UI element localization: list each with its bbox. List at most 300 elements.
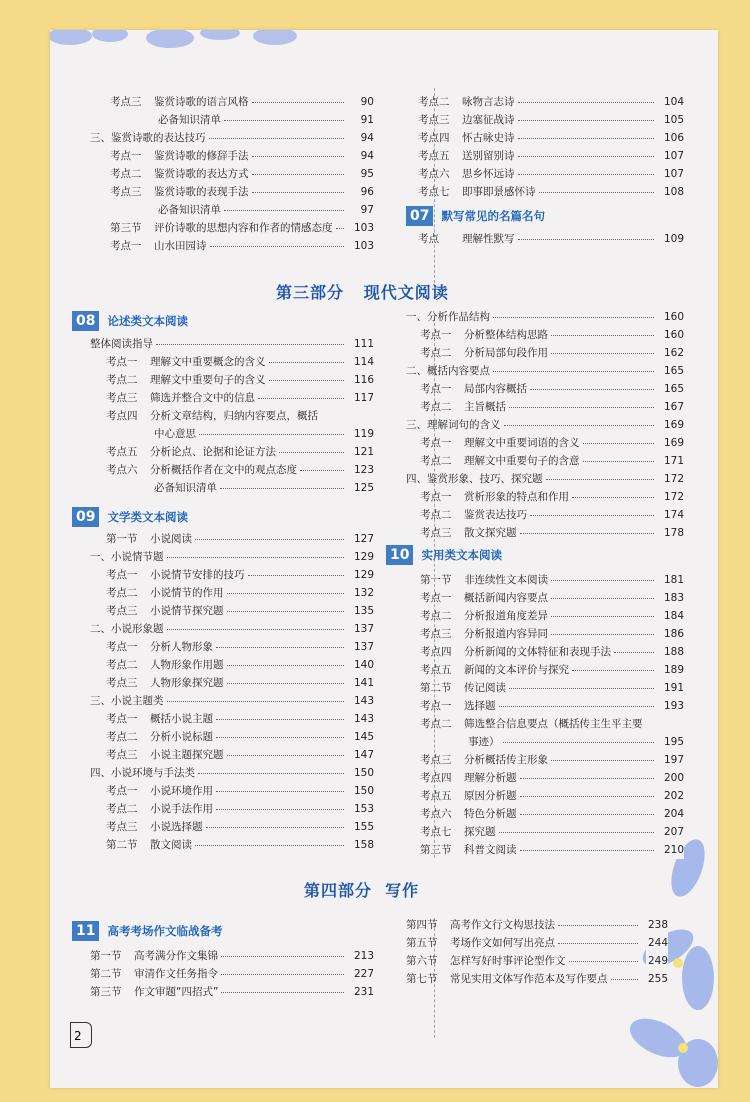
section-number: 09 — [72, 507, 99, 527]
toc-entry-title: 一、分析作品结构 — [406, 311, 490, 323]
toc-entry-page: 114 — [352, 353, 374, 371]
toc-entry-page: 238 — [646, 916, 668, 934]
toc-entry-page: 195 — [662, 733, 684, 751]
toc-entry-label — [106, 782, 213, 800]
leader-dots — [252, 174, 344, 175]
toc-entry-page: 167 — [662, 398, 684, 416]
toc-entry-title: 咏物言志诗 — [462, 96, 515, 108]
toc-entry-title: 小说阅读 — [150, 533, 192, 545]
toc-entry-key: 考点三 — [110, 96, 142, 108]
toc-entry-label — [106, 818, 203, 836]
toc-entry-title: 小说情节的作用 — [150, 587, 224, 599]
toc-entry — [418, 129, 684, 147]
leader-dots — [583, 443, 654, 444]
leader-dots — [206, 827, 344, 828]
toc-entry-title: 分析文章结构，归纳内容要点，概括 — [150, 410, 318, 422]
toc-entry — [90, 965, 374, 983]
toc-entry — [90, 548, 374, 566]
toc-entry — [90, 183, 374, 201]
toc-entry-page: 191 — [662, 679, 684, 697]
leader-dots — [336, 228, 344, 229]
leader-dots — [518, 239, 654, 240]
toc-entry-title: 三、理解词句的含义 — [406, 419, 501, 431]
toc-entry-page: 200 — [662, 769, 684, 787]
toc-entry-page: 165 — [662, 380, 684, 398]
toc-entry-key: 考点 — [418, 233, 439, 245]
toc-entry-label — [420, 607, 548, 625]
toc-entry-key: 考点一 — [420, 437, 452, 449]
toc-entry-label — [418, 165, 515, 183]
toc-entry — [90, 728, 374, 746]
flower-decoration-top — [50, 30, 310, 70]
toc-entry-key: 考点六 — [106, 464, 138, 476]
toc-entry-key: 考点一 — [420, 491, 452, 503]
toc-entry — [406, 823, 684, 841]
toc-entry-label — [110, 237, 207, 255]
section-07-header — [406, 205, 545, 227]
toc-entry-title: 三、小说主题类 — [90, 695, 164, 707]
toc-entry-title: 高考满分作文集锦 — [134, 950, 218, 962]
leader-dots — [572, 497, 654, 498]
toc-entry-title: 筛选整合信息要点（概括传主生平主要 — [464, 718, 643, 730]
leader-dots — [518, 102, 654, 103]
toc-entry-page: 150 — [352, 782, 374, 800]
toc-entry — [90, 111, 374, 129]
toc-entry-title: 考场作文如何写出亮点 — [450, 937, 555, 949]
toc-entry-key: 考点二 — [420, 401, 452, 413]
toc-entry-title: 局部内容概括 — [464, 383, 527, 395]
leader-dots — [558, 925, 638, 926]
toc-entry-page: 231 — [352, 983, 374, 1001]
leader-dots — [493, 317, 654, 318]
toc-entry-label — [154, 425, 196, 443]
toc-entry — [406, 308, 684, 326]
toc-entry-key: 考点三 — [106, 605, 138, 617]
leader-dots — [252, 192, 344, 193]
toc-entry-page: 169 — [662, 416, 684, 434]
toc-entry — [406, 607, 684, 625]
toc-entry — [406, 380, 684, 398]
toc-entry — [418, 165, 684, 183]
toc-entry-key: 考点五 — [106, 446, 138, 458]
leader-dots — [551, 335, 654, 336]
toc-entry — [90, 746, 374, 764]
toc-entry-label — [420, 769, 517, 787]
toc-entry-key: 考点三 — [106, 821, 138, 833]
toc-entry-key: 第五节 — [406, 937, 438, 949]
toc-entry-title: 分析报道角度差异 — [464, 610, 548, 622]
toc-entry-label — [106, 602, 224, 620]
toc-entry-page: 193 — [662, 697, 684, 715]
toc-entry-label — [418, 93, 515, 111]
toc-entry-title: 一、小说情节题 — [90, 551, 164, 563]
toc-entry-label — [420, 805, 517, 823]
toc-entry — [418, 147, 684, 165]
toc-entry-key: 考点六 — [420, 808, 452, 820]
toc-entry-title: 探究题 — [464, 826, 496, 838]
leader-dots — [227, 683, 344, 684]
toc-entry-key: 考点二 — [106, 731, 138, 743]
toc-entry — [406, 362, 684, 380]
toc-entry-page: 117 — [352, 389, 374, 407]
toc-entry-label — [420, 625, 548, 643]
toc-entry-page: 143 — [352, 710, 374, 728]
leader-dots — [221, 974, 344, 975]
leader-dots — [611, 979, 638, 980]
toc-entry-title: 二、概括内容要点 — [406, 365, 490, 377]
leader-dots — [509, 688, 654, 689]
toc-entry-label — [420, 380, 527, 398]
toc-entry-title: 边塞征战诗 — [462, 114, 515, 126]
toc-entry-page: 197 — [662, 751, 684, 769]
toc-entry-page: 181 — [662, 571, 684, 589]
toc-entry-key: 考点三 — [106, 392, 138, 404]
toc-entry-label — [420, 679, 506, 697]
toc-entry-page: 165 — [662, 362, 684, 380]
toc-entry — [406, 398, 684, 416]
leader-dots — [216, 737, 344, 738]
toc-entry-page: 204 — [662, 805, 684, 823]
section-title: 默写常见的名篇名句 — [441, 209, 545, 223]
toc-entry — [90, 219, 374, 237]
section-number: 10 — [386, 545, 413, 565]
toc-entry-page: 106 — [662, 129, 684, 147]
leader-dots — [221, 956, 344, 957]
toc-entry — [418, 230, 684, 248]
toc-entry-title: 概括新闻内容要点 — [464, 592, 548, 604]
toc-entry-title: 理解文中重要句子的含意 — [464, 455, 580, 467]
toc-entry-key: 第七节 — [406, 973, 438, 985]
toc-entry-title: 送别留别诗 — [462, 150, 515, 162]
toc-entry — [406, 787, 684, 805]
toc-entry-title: 小说选择题 — [150, 821, 203, 833]
toc-entry-key: 考点五 — [420, 790, 452, 802]
toc-entry-label — [106, 728, 213, 746]
section-title: 论述类文本阅读 — [107, 314, 188, 328]
toc-entry-page: 186 — [662, 625, 684, 643]
toc-entry-title: 传记阅读 — [464, 682, 506, 694]
leader-dots — [221, 992, 344, 993]
toc-entry-label — [420, 589, 548, 607]
leader-dots — [551, 353, 654, 354]
leader-dots — [583, 461, 654, 462]
toc-entry-title: 特色分析题 — [464, 808, 517, 820]
toc-entry — [90, 407, 374, 425]
toc-entry-key: 考点三 — [110, 186, 142, 198]
toc-entry-title: 审清作文任务指令 — [134, 968, 218, 980]
leader-dots — [252, 156, 344, 157]
toc-entry-title: 整体阅读指导 — [90, 338, 153, 350]
leader-dots — [614, 652, 654, 653]
toc-entry-label — [420, 751, 548, 769]
leader-dots — [279, 452, 344, 453]
section-title: 文学类文本阅读 — [107, 510, 188, 524]
toc-entry-title: 评价诗歌的思想内容和作者的情感态度 — [154, 222, 333, 234]
leader-dots — [546, 479, 654, 480]
toc-entry-title: 小说情节探究题 — [150, 605, 224, 617]
toc-entry-page: 178 — [662, 524, 684, 542]
leader-dots — [199, 434, 344, 435]
section-09-header — [72, 506, 188, 528]
toc-entry — [418, 183, 684, 201]
leader-dots — [227, 593, 344, 594]
toc-entry-label — [468, 733, 500, 751]
leader-dots — [216, 791, 344, 792]
toc-entry — [90, 800, 374, 818]
toc-entry-key: 考点三 — [420, 754, 452, 766]
toc-entry — [406, 506, 684, 524]
toc-entry-page: 160 — [662, 326, 684, 344]
toc-entry-title: 理解文中重要词语的含义 — [464, 437, 580, 449]
toc-entry-page: 162 — [662, 344, 684, 362]
section-11-header — [72, 920, 222, 942]
toc-entry-label — [406, 952, 566, 970]
section-title: 高考考场作文临战备考 — [107, 924, 223, 938]
toc-entry-title: 四、小说环境与手法类 — [90, 767, 195, 779]
toc-entry-page: 202 — [662, 787, 684, 805]
toc-entry — [90, 782, 374, 800]
leader-dots — [499, 832, 654, 833]
toc-entry — [406, 434, 684, 452]
toc-entry-page: 210 — [662, 841, 684, 859]
leader-dots — [167, 701, 344, 702]
toc-entry — [90, 764, 374, 782]
leader-dots — [520, 778, 654, 779]
toc-entry-page: 116 — [352, 371, 374, 389]
toc-entry-title: 必备知识清单 — [158, 114, 221, 126]
toc-entry-title: 事迹） — [468, 736, 500, 748]
toc-entry — [406, 589, 684, 607]
toc-entry-page: 97 — [359, 201, 374, 219]
leader-dots — [518, 174, 654, 175]
toc-entry-key: 考点四 — [418, 132, 450, 144]
toc-entry-label — [420, 697, 496, 715]
toc-entry-label — [418, 111, 515, 129]
toc-entry-label — [420, 715, 643, 733]
leader-dots — [518, 156, 654, 157]
toc-entry-title: 常见实用文体写作范本及写作要点 — [450, 973, 608, 985]
toc-entry — [406, 733, 684, 751]
leader-dots — [499, 706, 654, 707]
part-title: 现代文阅读 — [363, 283, 449, 302]
toc-entry-key: 考点二 — [106, 374, 138, 386]
toc-entry-key: 第三节 — [420, 844, 452, 856]
toc-entry-label — [106, 710, 213, 728]
toc-entry-label — [420, 344, 548, 362]
toc-entry-title: 小说环境作用 — [150, 785, 213, 797]
toc-entry-title: 概括小说主题 — [150, 713, 213, 725]
leader-dots — [167, 629, 344, 630]
leader-dots — [248, 575, 344, 576]
leader-dots — [569, 961, 638, 962]
toc-entry-title: 非连续性文本阅读 — [464, 574, 548, 586]
leader-dots — [227, 611, 344, 612]
toc-entry-page: 227 — [352, 965, 374, 983]
toc-entry-page: 141 — [352, 674, 374, 692]
toc-entry-key: 考点一 — [106, 641, 138, 653]
part-4-title — [304, 878, 419, 901]
toc-entry-key: 考点一 — [420, 329, 452, 341]
toc-entry — [90, 692, 374, 710]
toc-entry — [418, 93, 684, 111]
toc-entry-label — [418, 230, 515, 248]
leader-dots — [551, 634, 654, 635]
toc-entry-page: 129 — [352, 566, 374, 584]
toc-entry-label — [158, 201, 221, 219]
toc-entry-label — [406, 970, 608, 988]
toc-entry — [90, 947, 374, 965]
toc-entry-title: 散文阅读 — [150, 839, 192, 851]
toc-entry-title: 二、小说形象题 — [90, 623, 164, 635]
toc-entry-title: 人物形象作用题 — [150, 659, 224, 671]
toc-entry-label — [406, 416, 501, 434]
toc-entry-page: 160 — [662, 308, 684, 326]
toc-entry-label — [106, 800, 213, 818]
leader-dots — [551, 616, 654, 617]
toc-entry-key: 考点二 — [420, 610, 452, 622]
toc-entry-key: 考点四 — [420, 772, 452, 784]
toc-entry-label — [106, 389, 255, 407]
toc-entry — [90, 983, 374, 1001]
leader-dots — [209, 138, 344, 139]
toc-entry-title: 散文探究题 — [464, 527, 517, 539]
leader-dots — [167, 557, 344, 558]
section-number: 07 — [406, 206, 433, 226]
toc-entry — [406, 416, 684, 434]
toc-entry-page: 189 — [662, 661, 684, 679]
leader-dots — [504, 425, 654, 426]
toc-entry-label — [90, 129, 206, 147]
toc-entry-page: 137 — [352, 620, 374, 638]
toc-entry — [90, 584, 374, 602]
toc-entry-title: 人物形象探究题 — [150, 677, 224, 689]
toc-entry-page: 188 — [662, 643, 684, 661]
toc-entry-label — [420, 823, 496, 841]
toc-entry-label — [106, 371, 266, 389]
section-number: 08 — [72, 311, 99, 331]
toc-entry — [406, 952, 668, 970]
toc-entry-page: 143 — [352, 692, 374, 710]
toc-entry-label — [106, 443, 276, 461]
toc-entry-page: 107 — [662, 147, 684, 165]
toc-entry — [90, 566, 374, 584]
toc-entry-page: 137 — [352, 638, 374, 656]
toc-entry-key: 考点一 — [420, 700, 452, 712]
toc-entry — [90, 461, 374, 479]
toc-entry-key: 考点四 — [106, 410, 138, 422]
toc-entry — [90, 201, 374, 219]
toc-entry-label — [106, 566, 245, 584]
toc-entry-key: 考点七 — [420, 826, 452, 838]
toc-entry-key: 考点二 — [106, 659, 138, 671]
toc-entry-page: 95 — [359, 165, 374, 183]
section-08-header — [72, 310, 188, 332]
toc-entry — [90, 620, 374, 638]
toc-entry — [406, 916, 668, 934]
toc-entry-title: 选择题 — [464, 700, 496, 712]
part-label: 第四部分 — [304, 881, 373, 900]
toc-entry — [406, 488, 684, 506]
leader-dots — [269, 380, 344, 381]
toc-entry — [406, 697, 684, 715]
toc-entry-page: 172 — [662, 470, 684, 488]
toc-entry-label — [106, 461, 297, 479]
toc-entry-title: 分析报道内容异同 — [464, 628, 548, 640]
leader-dots — [530, 389, 654, 390]
toc-entry-label — [420, 488, 569, 506]
toc-entry-label — [106, 746, 224, 764]
toc-entry — [406, 326, 684, 344]
toc-entry-title: 小说主题探究题 — [150, 749, 224, 761]
leader-dots — [216, 719, 344, 720]
toc-entry-key: 第一节 — [90, 950, 122, 962]
toc-entry-title: 必备知识清单 — [154, 482, 217, 494]
toc-entry-key: 考点二 — [418, 96, 450, 108]
toc-entry-page: 90 — [359, 93, 374, 111]
toc-entry-key: 第三节 — [90, 986, 122, 998]
toc-entry — [406, 805, 684, 823]
toc-entry-page: 135 — [352, 602, 374, 620]
leader-dots — [195, 539, 344, 540]
toc-entry-title: 分析人物形象 — [150, 641, 213, 653]
toc-entry — [406, 934, 668, 952]
toc-entry — [90, 129, 374, 147]
toc-entry-page: 129 — [352, 548, 374, 566]
toc-entry-label — [420, 506, 527, 524]
toc-entry-key: 考点二 — [106, 803, 138, 815]
toc-entry — [90, 479, 374, 497]
toc-entry-key: 考点三 — [106, 677, 138, 689]
toc-entry-label — [106, 638, 213, 656]
toc-entry-title: 鉴赏诗歌的修辞手法 — [154, 150, 249, 162]
toc-entry-title: 理解性默写 — [462, 233, 515, 245]
toc-entry-key: 第一节 — [420, 574, 452, 586]
leader-dots — [539, 192, 654, 193]
toc-entry-label — [420, 661, 569, 679]
toc-entry-page: 119 — [352, 425, 374, 443]
toc-entry-key: 考点二 — [420, 509, 452, 521]
toc-entry-page: 123 — [352, 461, 374, 479]
toc-entry-label — [420, 571, 548, 589]
toc-entry-key: 第四节 — [406, 919, 438, 931]
toc-entry-page: 213 — [352, 947, 374, 965]
toc-entry-title: 理解文中重要概念的含义 — [150, 356, 266, 368]
leader-dots — [220, 488, 344, 489]
leader-dots — [252, 102, 344, 103]
toc-entry — [90, 638, 374, 656]
leader-dots — [520, 533, 654, 534]
leader-dots — [224, 120, 344, 121]
toc-entry-page: 127 — [352, 530, 374, 548]
toc-entry-key: 考点一 — [106, 569, 138, 581]
toc-entry-title: 分析概括传主形象 — [464, 754, 548, 766]
toc-entry-key: 考点六 — [418, 168, 450, 180]
leader-dots — [156, 344, 344, 345]
toc-entry — [90, 602, 374, 620]
toc-entry-label — [406, 916, 555, 934]
toc-entry — [90, 237, 374, 255]
toc-entry-title: 作文审题“四招式” — [134, 986, 219, 998]
toc-entry-page: 145 — [352, 728, 374, 746]
toc-entry-label — [420, 841, 517, 859]
toc-entry-key: 考点一 — [106, 785, 138, 797]
toc-entry — [406, 470, 684, 488]
toc-entry-title: 主旨概括 — [464, 401, 506, 413]
toc-entry-page: 103 — [352, 219, 374, 237]
toc-entry-label — [110, 93, 249, 111]
toc-entry-label — [90, 620, 164, 638]
leader-dots — [227, 755, 344, 756]
